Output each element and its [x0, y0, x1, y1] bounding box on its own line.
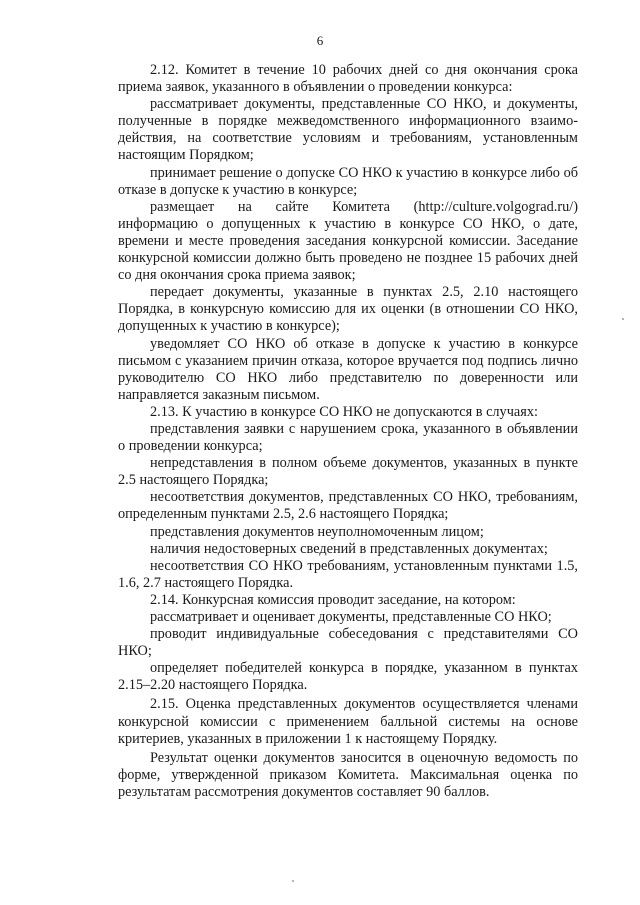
paragraph: определяет победителей конкурса в порядке, указанном в пунктах 2.15–2.20 настоящего Порядка. — [118, 660, 578, 694]
paragraph: рассматривает документы, представленные СО НКО, и документы, полученные в порядке межведомственного информационного взаимодействия, на соответствие условиям и требованиям, установленным настоящим Порядком; — [118, 96, 578, 164]
paragraph: несоответствия СО НКО требованиям, установленным пунктами 1.5, 1.6, 2.7 настоящего Порядка. — [118, 557, 578, 591]
page-number: 6 — [316, 33, 324, 48]
paragraph-2-13: 2.13. К участию в конкурсе СО НКО не допускаются в случаях: — [150, 403, 538, 420]
paragraph-2-14: 2.14. Конкурсная комиссия проводит заседание, на котором: — [150, 591, 516, 608]
paragraph: размещает на сайте Комитета (http://culture.volgograd.ru/) информацию о допущенных к участию в конкурсе СО НКО, о дате, времени и месте проведения заседания конкурсной комиссии. Заседание конкурсной комиссии должно быть проведено не позднее 15 рабочих дней со дня окончания срока приема заявок; — [118, 198, 578, 284]
paragraph: несоответствия документов, представленных СО НКО, требованиям, определенным пунктами 2.5, 2.6 настоящего Порядка; — [118, 489, 578, 523]
paragraph: рассматривает и оценивает документы, представленные СО НКО; — [150, 609, 552, 625]
paragraph: передает документы, указанные в пунктах 2.5, 2.10 настоящего Порядка, в конкурсную комиссию для их оценки (в отношении СО НКО, допущенных к участию в конкурсе); — [118, 284, 578, 335]
paragraph: представления заявки с нарушением срока, указанного в объявлении о проведении конкурса; — [118, 420, 578, 455]
document-body — [118, 62, 578, 801]
paragraph: уведомляет СО НКО об отказе в допуске к участию в конкурсе письмом с указанием причин отказа, которое вручается под подпись лично руководителю СО НКО либо представителю по доверенности или направляется заказным письмом. — [118, 335, 578, 403]
scan-speck — [292, 880, 294, 882]
paragraph-2-12: 2.12. Комитет в течение 10 рабочих дней со дня окончания срока приема заявок, указанного в объявлении о проведении конкурса: — [118, 62, 578, 96]
paragraph: проводит индивидуальные собеседования с представителями СО НКО; — [118, 626, 578, 660]
paragraph: представления документов неуполномоченным лицом; — [150, 523, 484, 540]
paragraph: непредставления в полном объеме документов, указанных в пункте 2.5 настоящего Порядка; — [118, 455, 578, 489]
paragraph: Результат оценки документов заносится в оценочную ведомость по форме, утвержденной приказом Комитета. Максимальная оценка по результатам рассмотрения документов составляет 90 баллов. — [118, 749, 578, 800]
paragraph: принимает решение о допуске СО НКО к участию в конкурсе либо об отказе в допуске к участию в конкурсе; — [118, 164, 578, 198]
paragraph-2-15: 2.15. Оценка представленных документов осуществляется членами конкурсной комиссии с применением балльной системы на основе критериев, указанных в приложении 1 к настоящему Порядку. — [118, 696, 578, 747]
paragraph: наличия недостоверных сведений в представленных документах; — [150, 540, 548, 557]
scan-speck — [622, 318, 624, 320]
